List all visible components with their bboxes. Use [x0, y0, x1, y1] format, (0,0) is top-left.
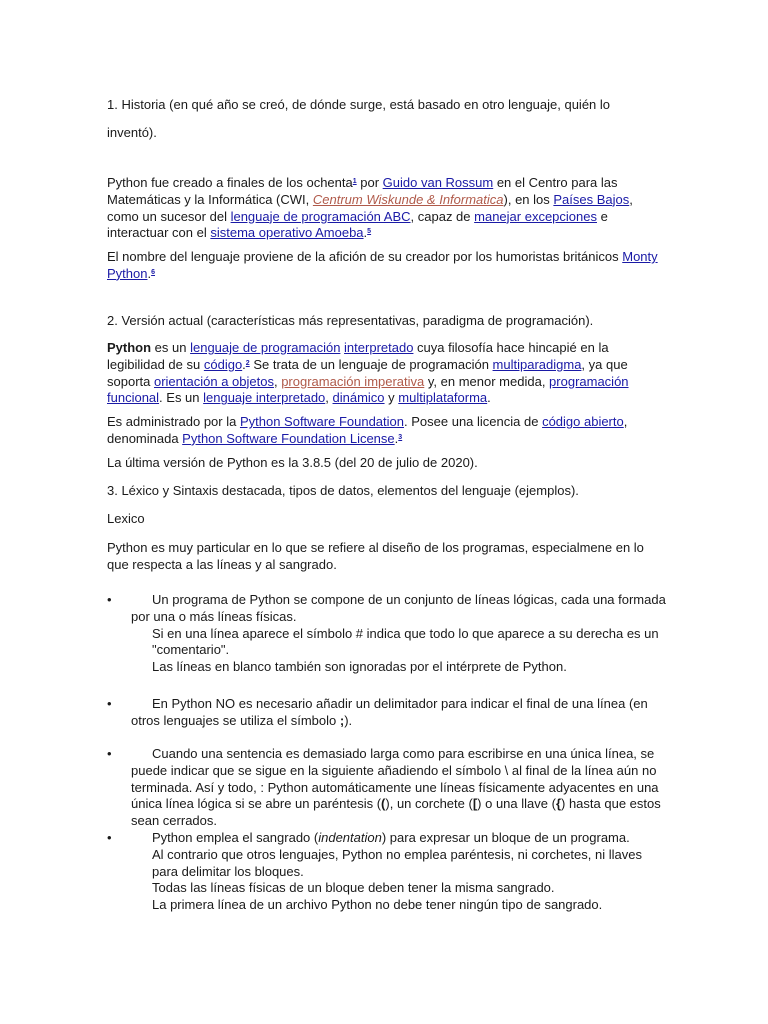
list-item: Un programa de Python se compone de un conjunto de líneas lógicas, cada una formada por una o más líneas físicas. Si en una línea aparece el símbolo # indica que todo lo que aparece a su derecha es un "comentario". Las líneas en blanco también son ignoradas por el intérprete de Python.	[131, 592, 666, 675]
link-monty-python[interactable]: Monty Python	[107, 249, 658, 281]
question-1-line-2: inventó).	[107, 125, 157, 140]
name-paragraph: El nombre del lenguaje proviene de la afición de su creador por los humoristas británicos Monty Python.$^6$	[107, 249, 658, 281]
link-dinamico[interactable]: dinámico	[332, 390, 385, 406]
version-paragraph: Python es un lenguaje de programación interpretado cuya filosofía hace hincapié en la legibilidad de su código.$^2$ Se trata de un lenguaje de programación multiparadigma, ya que soporta orientación a objetos, programación imperativa y, en menor medida, programación funcional. Es un lenguaje interpretado, dinámico y multiplataforma.	[107, 340, 629, 406]
foundation-paragraph: Es administrado por la Python Software Foundation. Posee una licencia de código abierto, denominada Python Software Foundation License.$^3$	[107, 414, 628, 446]
link-lenguaje-interpretado[interactable]: lenguaje interpretado	[203, 390, 326, 406]
link-psf-license[interactable]: Python Software Foundation License	[182, 430, 395, 446]
bullet-marker: •	[107, 696, 112, 711]
lexico-heading: Lexico	[107, 511, 145, 526]
footnote-ref[interactable]: 3	[398, 433, 403, 441]
bullet-marker: •	[107, 592, 112, 607]
link-cwi[interactable]: Centrum Wiskunde & Informatica	[312, 191, 504, 207]
history-paragraph: Python fue creado a finales de los ochenta$^1$ por Guido van Rossum en el Centro para las Matemáticas y la Informática (CWI, Centrum Wiskunde & Informatica), en los Países Bajos, como un sucesor del lenguaje de programación ABC, capaz de manejar excepciones e interactuar con el sistema operativo Amoeba.$^5$	[107, 175, 633, 241]
link-guido-van-rossum[interactable]: Guido van Rossum	[382, 175, 494, 190]
bullet-marker: •	[107, 746, 112, 761]
link-programacion-funcional[interactable]: programación funcional	[107, 373, 629, 406]
footnote-ref[interactable]: 5	[367, 228, 372, 236]
link-lenguaje-abc[interactable]: lenguaje de programación ABC	[230, 208, 411, 224]
link-multiplataforma[interactable]: multiplataforma	[398, 390, 488, 406]
link-orientacion-a-objetos[interactable]: orientación a objetos	[153, 373, 274, 389]
footnote-ref[interactable]: 2	[245, 359, 250, 367]
latest-version-text: La última versión de Python es la 3.8.5 (del 20 de julio de 2020).	[107, 455, 478, 470]
question-2: 2. Versión actual (características más representativas, paradigma de programación).	[107, 313, 594, 328]
link-codigo-abierto[interactable]: código abierto	[542, 414, 624, 429]
link-manejar-excepciones[interactable]: manejar excepciones	[474, 208, 597, 224]
link-python-software-foundation[interactable]: Python Software Foundation	[239, 414, 405, 429]
list-item: En Python NO es necesario añadir un delimitador para indicar el final de una línea (en otros lenguajes se utiliza el símbolo ;).	[131, 696, 648, 728]
lexico-paragraph: Python es muy particular en lo que se refiere al diseño de los programas, especialmene en lo que respecta a las líneas y al sangrado.	[107, 540, 644, 572]
link-programacion-imperativa[interactable]: programación imperativa	[281, 373, 425, 389]
question-3: 3. Léxico y Sintaxis destacada, tipos de datos, elementos del lenguaje (ejemplos).	[107, 483, 579, 498]
question-1-line-1: 1. Historia (en qué año se creó, de dónde surge, está basado en otro lenguaje, quién lo	[107, 97, 611, 112]
list-item: Python emplea el sangrado (indentation) para expresar un bloque de un programa. Al contrario que otros lenguajes, Python no emplea paréntesis, ni corchetes, ni llaves para delimitar los bloques. Todas las líneas físicas de un bloque deben tener la misma sangrado. La primera línea de un archivo Python no debe tener ningún tipo de sangrado.	[152, 830, 642, 913]
link-paises-bajos[interactable]: Países Bajos	[553, 191, 630, 207]
list-item: Cuando una sentencia es demasiado larga como para escribirse en una única línea, se puede indicar que se sigue en la siguiente añadiendo el símbolo \ al final de la línea aún no terminada. Así y todo, : Python automáticamente une líneas físicamente adyacentes en una única línea lógica si se abre un paréntesis ((), un corchete ([) o una llave ({) hasta que estos sean cerrados.	[131, 746, 661, 829]
link-interpretado[interactable]: interpretado	[344, 340, 414, 355]
link-multiparadigma[interactable]: multiparadigma	[492, 356, 582, 372]
bullet-marker: •	[107, 830, 112, 845]
link-amoeba[interactable]: sistema operativo Amoeba	[210, 225, 364, 241]
link-lenguaje-de-programacion[interactable]: lenguaje de programación	[190, 340, 341, 355]
footnote-ref[interactable]: 1	[352, 178, 357, 185]
question-1	[107, 91, 667, 147]
link-codigo[interactable]: código	[203, 356, 243, 372]
footnote-ref[interactable]: 6	[151, 268, 156, 276]
